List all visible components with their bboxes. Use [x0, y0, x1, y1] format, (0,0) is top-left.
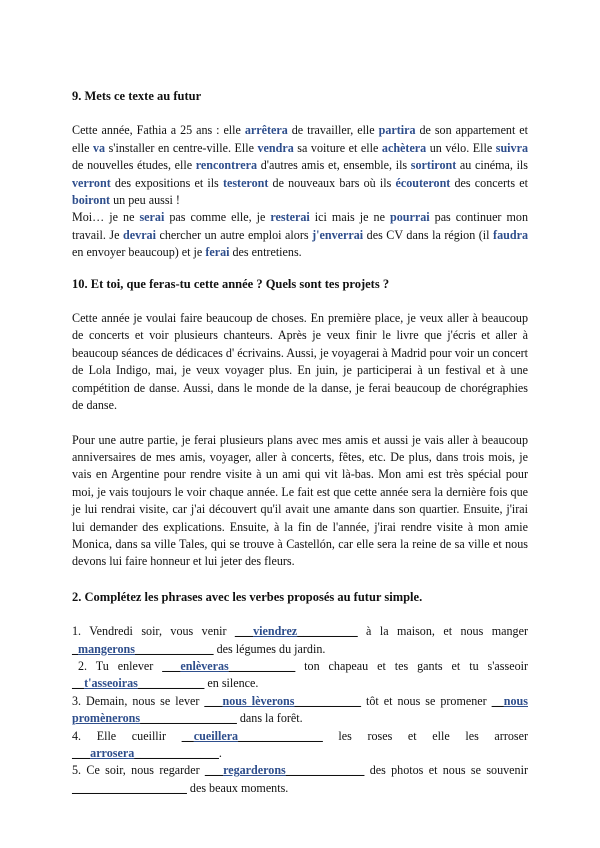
- list-item-line: 5. Ce soir, nous regarder ___regarderons_____________ des photos et nous se souvenir: [72, 763, 528, 778]
- exercise-9-title: 9. Mets ce texte au futur: [72, 89, 202, 103]
- list-item-line: 4. Elle cueillir __cueillera______________ les roses et elle les arroser: [72, 728, 528, 743]
- exercise-10-paragraph-1: Cette année je voulai faire beaucoup de choses. En première place, je veux aller à beaucoup de concerts et voir plusieurs chanteurs. Après je veux finir le livre que j'écris et aller à beaucoup séances de dédicaces d' écrivains. Aussi, je voyagerai à Madrid pour voir un concert de Lola Indigo, mai, je veux voyager plus. En juin, je participerai à un festival et à une compétition de danse. Aussi, dans le monde de la danse, je ferai beaucoup de chorégraphies de danse.: [72, 311, 528, 413]
- exercise-10-title: 10. Et toi, que feras-tu cette année ? Quels sont tes projets ?: [72, 276, 390, 291]
- exercise-2-list: [72, 623, 528, 797]
- exercise-9-paragraph-2: Moi… je ne serai pas comme elle, je resterai ici mais je ne pourrai pas continuer mon travail. Je devrai chercher un autre emploi alors j'enverrai des CV dans la région (il faudra en envoyer beaucoup) et je ferai des entretiens.: [72, 210, 528, 260]
- list-item-line: ___________________ des beaux moments.: [72, 780, 289, 795]
- list-item-line: 2. Tu enlever ___enlèveras___________ ton chapeau et tes gants et tu s'asseoir: [78, 658, 529, 673]
- list-item-line: ___arrosera______________.: [72, 746, 222, 760]
- list-item: [72, 693, 528, 728]
- exercise-9-paragraph-1: Cette année, Fathia a 25 ans : elle arrêtera de travailler, elle partira de son appartement et elle va s'installer en centre-ville. Elle vendra sa voiture et elle achètera un vélo. Elle suivra de nouvelles études, elle rencontrera d'autres amis et, ensemble, ils sortiront au cinéma, ils verront des expositions et ils testeront de nouveaux bars où ils écouteront des concerts et boiront un peu aussi !: [72, 123, 529, 208]
- list-item: [72, 762, 528, 797]
- list-item-line: 1. Vendredi soir, vous venir ___viendrez__________ à la maison, et nous manger: [72, 624, 528, 639]
- list-item-line: _mangerons_____________ des légumes du jardin.: [72, 641, 326, 656]
- list-item-line: __t'asseoiras___________ en silence.: [72, 676, 259, 691]
- exercise-2-title: 2. Complétez les phrases avec les verbes proposés au futur simple.: [72, 589, 423, 604]
- list-item-line: promènerons________________ dans la forêt.: [72, 711, 303, 726]
- list-item: [72, 658, 528, 693]
- exercise-10-paragraph-2: Pour une autre partie, je ferai plusieurs plans avec mes amis et aussi je vais aller à beaucoup anniversaires de mes amis, voyager, aller à concerts, fêtes, etc. De plus, dans trois mois, je vais en Argentine pour rendre visite à un ami qui vit là-bas. Mon ami est très spécial pour moi, je vais toujours le voir chaque année. Le fait est que cette année sera la dernière fois que je lui rendrai visite, car j'ai découvert qu'il avait une amante dans son quartier. Ensuite, j'irai lui demander des explications. Ensuite, à la fin de l'année, j'irai rendre visite à mon amie Monica, dans sa ville Tales, qui se trouve à Castellón, car elle sera la reine de sa ville et nous devons lui faire honneur et lui jeter des fleurs.: [72, 432, 528, 569]
- list-item: [72, 623, 528, 658]
- list-item: [72, 728, 528, 763]
- list-item-line: 3. Demain, nous se lever ___nous lèverons___________ tôt et nous se promener __nous: [72, 693, 528, 708]
- document-page: [72, 88, 528, 797]
